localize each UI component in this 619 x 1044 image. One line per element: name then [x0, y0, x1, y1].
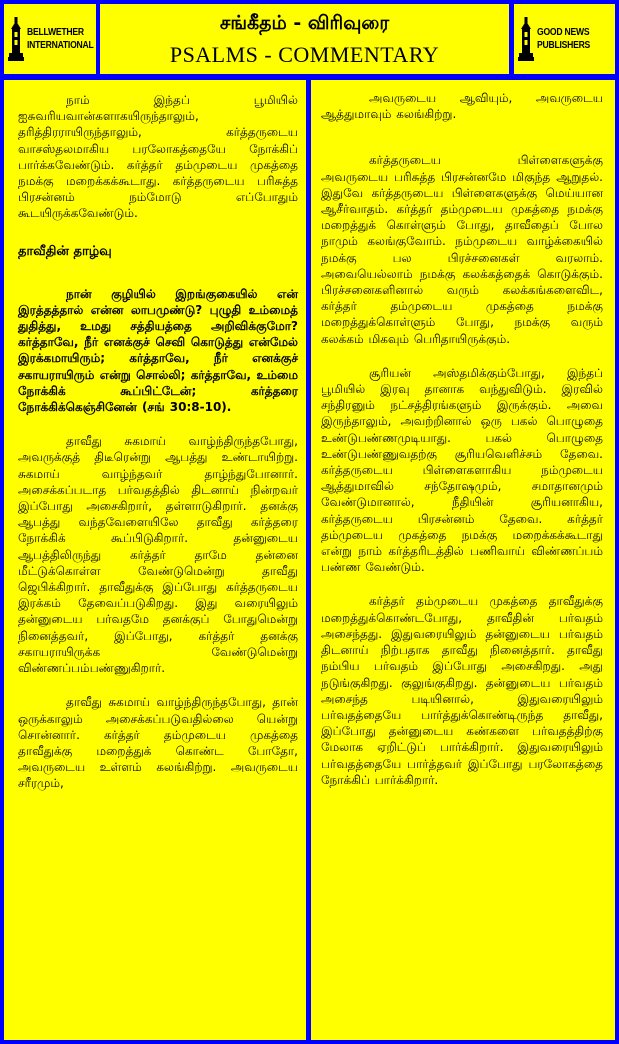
- paragraph: தாவீது சுகமாய் வாழ்ந்திருந்தபோது, தான் ஒருக்காலும் அசைக்கப்படுவதில்லை யென்று சொன்னார். கர்த்தர் தம்முடைய முகத்தை தாவீதுக்கு மறைத்துக் கொண்ட போதோ, அவருடைய உள்ளம் கலங்கிற்று. அவருடைய சரீரமும்,: [18, 695, 298, 791]
- scripture-verse: நான் குழியில் இறங்குகையில் என் இரத்தத்தால் என்ன லாபமுண்டு? புழுதி உம்மைத் துதித்து, உமது சத்தியத்தை அறிவிக்குமோ? கர்த்தாவே, நீர் எனக்குச் செவி கொடுத்து என்மேல் இரக்கமாயிரும்; கர்த்தாவே, நீர் எனக்குச் சகாயராயிரும் என்று சொல்லி; கர்த்தாவே, உம்மை நோக்கிக் கூப்பிட்டேன்; கர்த்தரை நோக்கிக்கெஞ்சினேன் (சங் 30:8-10).: [18, 286, 298, 415]
- good-news-logo-box: [514, 4, 615, 74]
- section-heading: தாவீதின் தாழ்வு: [18, 243, 112, 259]
- right-column: [311, 80, 615, 1040]
- paragraph: அவருடைய ஆவியும், அவருடைய ஆத்துமாவும் கலங்கிற்று.: [321, 91, 603, 122]
- left-column: [4, 80, 306, 1040]
- paragraph: கர்த்தருடைய பிள்ளைகளுக்கு அவருடைய பரிசுத்த பிரசன்னமே மிகுந்த ஆறுதல். இதுவே கர்த்தருடைய பிள்ளைகளுக்கு மெய்யான ஆசீர்வாதம். கர்த்தர் தம்முடைய முகத்தை நமக்கு மறைத்துக் கொள்ளும் போது, தாவீதைப் போல நாமும் கலங்குவோம். நம்முடைய வாழ்க்கையில் நமக்கு பல பிரச்சனைகள் வரலாம். அவையெல்லாம் நமக்கு கலக்கத்தைக் கொடுக்கும். பிரச்சனைகளினால் வரும் கலக்கங்களைவிட, கர்த்தர் தம்முடைய முகத்தை நமக்கு மறைத்துக்கொள்ளும் போது, நமக்கு வரும் கலக்கம் மிகவும் பெரிதாயிருக்கும்.: [321, 153, 603, 346]
- good-news-logo-line2: PUBLISHERS: [537, 39, 591, 51]
- bell-tower-icon: [8, 17, 24, 61]
- page-title-english: PSALMS - COMMENTARY: [169, 42, 440, 67]
- paragraph: தாவீது சுகமாய் வாழ்ந்திருந்தபோது, அவருக்குத் திடீரென்று ஆபத்து உண்டாயிற்று. சுகமாய் வாழ்ந்தவர் தாழ்ந்துபோனார். அசைக்கப்படாத பர்வதத்தில் திடனாய் நின்றவர் இப்போது அசைகிறார், தள்ளாடுகிறார். தனக்கு ஆபத்து வந்தவேளையிலே தாவீது கர்த்தரை நோக்கிக் கூப்பிடுகிறார். தன்னுடைய ஆபத்திலிருந்து கர்த்தர் தாமே தன்னை மீட்டுக்கொள்ள வேண்டுமென்று தாவீது ஜெபிக்கிறார். தாவீதுக்கு இப்போது கர்த்தருடைய இரக்கம் தேவைப்படுகிறது. இது வரையிலும் தன்னுடைய பர்வதமே தனக்குப் போதுமென்று நினைத்தவர், இப்போது, கர்த்தர் தனக்கு சகாயராயிருக்க வேண்டுமென்று விண்ணப்பம்பண்ணுகிறார்.: [18, 434, 298, 676]
- paragraph: நாம் இந்தப் பூமியில் ஐசுவரியவான்களாகயிருந்தாலும், தரித்திரராயிருந்தாலும், கர்த்தருடைய வாசஸ்தலமாகிய பரலோகத்தையே நோக்கிப் பார்க்கவேண்டும். கர்த்தர் தம்முடைய முகத்தை நமக்கு மறைக்கக்கூடாது. கர்த்தருடைய பரிசுத்த பிரசன்னம் நம்மோடு எப்போதும் கூடயிருக்கவேண்டும்.: [18, 93, 298, 221]
- page-title-tamil: சங்கீதம் - விரிவுரை: [219, 12, 390, 34]
- bellwether-logo-line1: BELLWETHER: [27, 26, 84, 38]
- bellwether-logo-line2: INTERNATIONAL: [27, 39, 94, 51]
- bell-tower-icon: [518, 17, 534, 61]
- bellwether-logo-box: [4, 4, 96, 74]
- title-box: [100, 4, 509, 74]
- paragraph: சூரியன் அஸ்தமிக்கும்போது, இந்தப் பூமியில் இரவு தானாக வந்துவிடும். இரவில் சந்திரனும் நட்சத்திரங்களும் இருக்கும். அவை இருந்தாலும், அவற்றினால் ஒரு பகல் பொழுதை உண்டுபண்ணமுடியாது. பகல் பொழுதை உண்டுபண்ணுவதற்கு சூரியவெளிச்சம் தேவை. கர்த்தருடைய பிள்ளைகளாகிய நம்முடைய ஆத்துமாவில் சந்தோஷமும், சமாதானமும் வேண்டுமானால், நீதியின் சூரியனாகிய, கர்த்தருடைய பிரசன்னம் தேவை. கர்த்தர் தம்முடைய முகத்தை நமக்கு மறைக்கக்கூடாது என்று நாம் கர்த்தரிடத்தில் பணிவாய் விண்ணப்பம் பண்ண வேண்டும்.: [321, 365, 603, 575]
- good-news-logo-line1: GOOD NEWS: [537, 26, 590, 38]
- paragraph: கர்த்தர் தம்முடைய முகத்தை தாவீதுக்கு மறைத்துக்கொண்டபோது, தாவீதின் பர்வதம் அசைந்தது. இதுவரையிலும் தன்னுடைய பர்வதம் திடனாய் நிற்பதாக தாவீது நினைத்தார். தாவீது நம்பிய பர்வதம் இப்போது அசைகிறது. அது நடுங்குகிறது. குலுங்குகிறது. தன்னுடைய பர்வதம் அசைந்த படியினால், இதுவரையிலும் பர்வதத்தையே பார்த்துக்கொண்டிருந்த தாவீது, இப்போது தன்னுடைய கண்களை பர்வதத்திற்கு மேலாக ஏறிட்டுப் பார்க்கிறார். இதுவரையிலும் பர்வதத்தையே பார்த்தவர் இப்போது பரலோகத்தை நோக்கிப் பார்க்கிறார்.: [321, 594, 603, 787]
